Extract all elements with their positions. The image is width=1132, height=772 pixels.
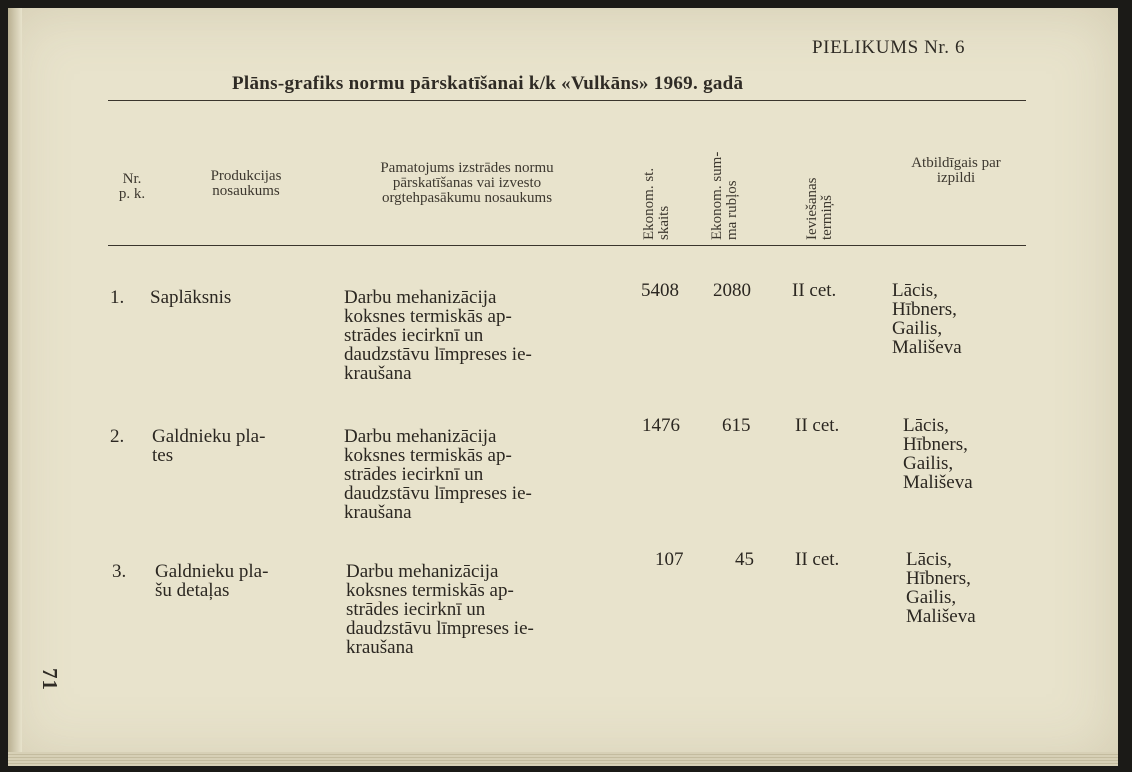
header-basis: Pamatojums izstrādes normu pārskatīšanas vai izvesto orgtehpasākumu nosaukums — [380, 160, 554, 206]
page-spine-shadow — [8, 8, 22, 760]
header-term: Ieviešanas termiņš — [804, 177, 835, 240]
row-basis: Darbu mehanizācija koksnes termiskās ap- strādes iecirknī un daudzstāvu līmpreses ie- kraušana — [344, 287, 532, 384]
header-econ-hours: Ekonom. st. skaits — [641, 167, 672, 240]
header-rule — [108, 245, 1026, 246]
row-nr: 2. — [110, 426, 125, 447]
header-econ-sum: Ekonom. sum- ma rubļos — [709, 151, 740, 240]
row-product: Galdnieku pla- šu detaļas — [155, 561, 269, 601]
row-responsible: Lācis, Hībners, Gailis, Mališeva — [892, 280, 962, 358]
row-product: Saplāksnis — [150, 287, 232, 308]
page-title: Plāns-grafiks normu pārskatīšanai k/k «Vulkāns» 1969. gadā — [232, 73, 744, 94]
row-basis: Darbu mehanizācija koksnes termiskās ap- strādes iecirknī un daudzstāvu līmpreses ie- kraušana — [344, 426, 532, 523]
header-nr: Nr. p. k. — [118, 171, 146, 202]
header-product: Produkcijas nosaukums — [210, 168, 282, 199]
row-sum: 45 — [735, 549, 754, 570]
book-page — [8, 8, 1118, 760]
row-sum: 615 — [722, 415, 751, 436]
page-stack-edge — [8, 752, 1118, 766]
row-nr: 3. — [112, 561, 127, 582]
row-product: Galdnieku pla- tes — [152, 426, 266, 466]
row-hours: 5408 — [641, 280, 679, 301]
row-term: II cet. — [795, 549, 840, 570]
row-sum: 2080 — [713, 280, 751, 301]
row-responsible: Lācis, Hībners, Gailis, Mališeva — [906, 549, 976, 627]
top-rule — [108, 100, 1026, 101]
row-term: II cet. — [792, 280, 837, 301]
row-nr: 1. — [110, 287, 125, 308]
row-responsible: Lācis, Hībners, Gailis, Mališeva — [903, 415, 973, 493]
header-responsible: Atbildīgais par izpildi — [911, 155, 1001, 186]
page-number: 71 — [38, 668, 62, 691]
appendix-label: PIELIKUMS Nr. 6 — [812, 37, 966, 58]
row-hours: 107 — [655, 549, 684, 570]
row-hours: 1476 — [642, 415, 680, 436]
row-basis: Darbu mehanizācija koksnes termiskās ap- strādes iecirknī un daudzstāvu līmpreses ie- kraušana — [346, 561, 534, 658]
row-term: II cet. — [795, 415, 840, 436]
